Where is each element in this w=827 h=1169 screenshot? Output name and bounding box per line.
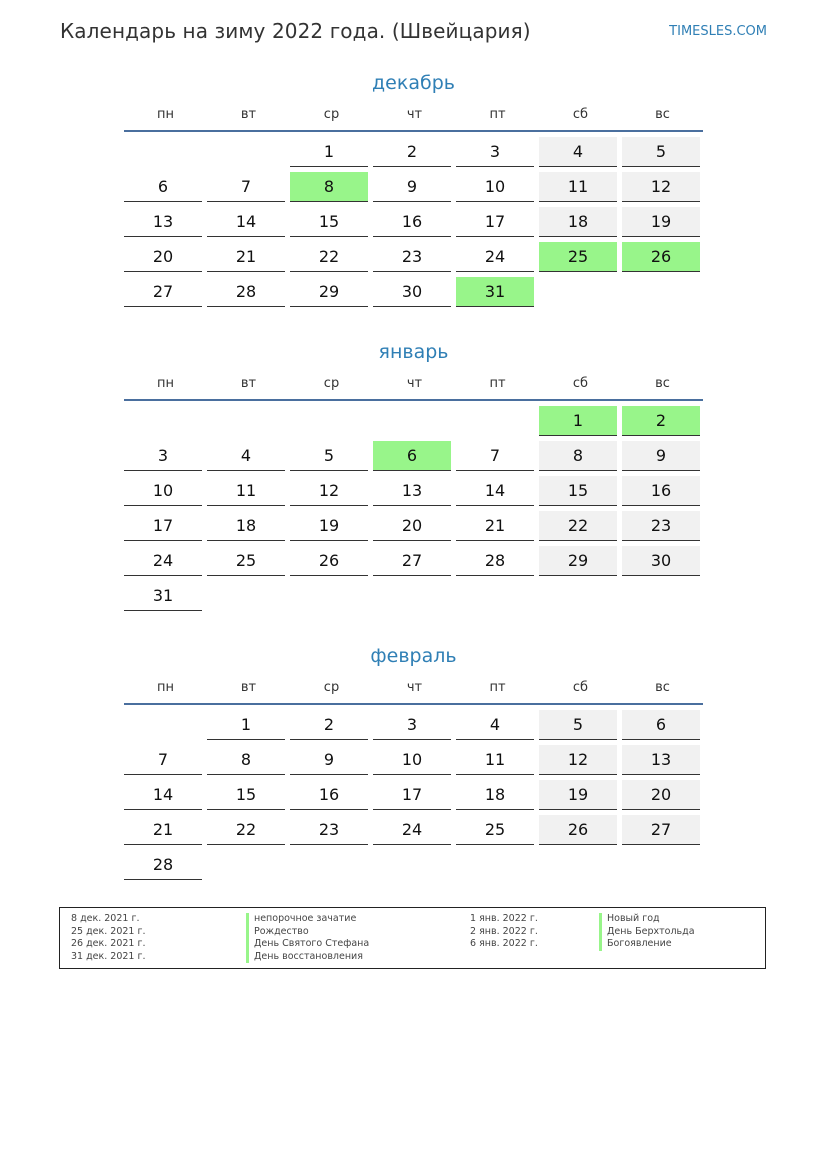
day-cell: 20	[622, 780, 700, 810]
day-cell: 12	[622, 172, 700, 202]
day-cell: 21	[456, 511, 534, 541]
day-cell: 24	[456, 242, 534, 272]
day-cell: 17	[373, 780, 451, 810]
day-cell: 5	[290, 441, 368, 471]
day-cell: 7	[456, 441, 534, 471]
weekday-label: ср	[323, 106, 340, 122]
legend-date: 6 янв. 2022 г.	[470, 938, 538, 950]
weekday-label: сб	[572, 375, 589, 391]
day-cell: 8	[539, 441, 617, 471]
day-cell: 26	[290, 546, 368, 576]
day-grid	[124, 710, 703, 880]
day-cell: 3	[124, 441, 202, 471]
day-cell: 4	[456, 710, 534, 740]
day-cell: 12	[290, 476, 368, 506]
day-cell: 4	[539, 137, 617, 167]
day-cell: 23	[290, 815, 368, 845]
legend-names-right	[599, 913, 695, 951]
holiday-legend	[59, 907, 766, 969]
day-cell: 21	[124, 815, 202, 845]
day-cell: 5	[622, 137, 700, 167]
day-cell: 22	[539, 511, 617, 541]
day-cell: 19	[539, 780, 617, 810]
site-link[interactable]: TIMESLES.COM	[669, 24, 767, 39]
weekday-label: пн	[157, 106, 174, 122]
weekday-label: чт	[406, 375, 423, 391]
legend-date: 25 дек. 2021 г.	[71, 925, 146, 937]
weekday-label: вс	[655, 106, 670, 122]
month-february	[124, 641, 703, 880]
legend-dates-right	[470, 913, 538, 951]
weekday-label: чт	[406, 106, 423, 122]
day-cell: 30	[373, 277, 451, 307]
weekday-header-row	[124, 370, 703, 396]
legend-date: 26 дек. 2021 г.	[71, 938, 146, 950]
weekday-label: пн	[157, 679, 174, 695]
legend-names-left	[246, 913, 369, 963]
day-grid	[124, 406, 703, 611]
day-cell: 16	[373, 207, 451, 237]
day-cell: 11	[539, 172, 617, 202]
day-cell: 28	[456, 546, 534, 576]
month-title: февраль	[370, 645, 457, 667]
day-cell: 22	[207, 815, 285, 845]
day-cell: 19	[290, 511, 368, 541]
day-cell: 2	[290, 710, 368, 740]
day-cell: 1	[207, 710, 285, 740]
weekday-label: чт	[406, 679, 423, 695]
day-cell: 26	[622, 242, 700, 272]
day-cell: 10	[124, 476, 202, 506]
day-cell: 15	[290, 207, 368, 237]
day-cell: 9	[373, 172, 451, 202]
month-title: январь	[378, 341, 449, 363]
day-cell: 24	[124, 546, 202, 576]
day-cell: 1	[290, 137, 368, 167]
day-cell: 9	[290, 745, 368, 775]
day-cell: 22	[290, 242, 368, 272]
day-cell: 21	[207, 242, 285, 272]
day-cell: 27	[373, 546, 451, 576]
day-cell: 28	[124, 850, 202, 880]
day-cell: 17	[456, 207, 534, 237]
day-cell: 7	[207, 172, 285, 202]
day-cell: 2	[622, 406, 700, 436]
weekday-label: вс	[655, 375, 670, 391]
empty-cell	[456, 406, 534, 436]
day-cell: 6	[373, 441, 451, 471]
day-cell: 10	[373, 745, 451, 775]
day-cell: 4	[207, 441, 285, 471]
day-cell: 8	[207, 745, 285, 775]
day-cell: 9	[622, 441, 700, 471]
day-cell: 31	[124, 581, 202, 611]
empty-cell	[290, 406, 368, 436]
weekday-label: вт	[240, 375, 257, 391]
day-cell: 28	[207, 277, 285, 307]
month-title: декабрь	[372, 72, 455, 94]
weekday-label: пт	[489, 375, 506, 391]
legend-holiday-name: День восстановления	[246, 951, 369, 964]
month-december	[124, 68, 703, 307]
day-grid	[124, 137, 703, 307]
day-cell: 30	[622, 546, 700, 576]
day-cell: 25	[456, 815, 534, 845]
weekday-label: пт	[489, 106, 506, 122]
day-cell: 11	[456, 745, 534, 775]
day-cell: 1	[539, 406, 617, 436]
empty-cell	[124, 406, 202, 436]
day-cell: 6	[124, 172, 202, 202]
day-cell: 23	[622, 511, 700, 541]
empty-cell	[124, 710, 202, 740]
day-cell: 14	[456, 476, 534, 506]
day-cell: 31	[456, 277, 534, 307]
day-cell: 3	[373, 710, 451, 740]
day-cell: 14	[207, 207, 285, 237]
day-cell: 15	[539, 476, 617, 506]
weekday-header-row	[124, 674, 703, 700]
day-cell: 13	[373, 476, 451, 506]
day-cell: 29	[539, 546, 617, 576]
day-cell: 2	[373, 137, 451, 167]
weekday-label: сб	[572, 106, 589, 122]
day-cell: 16	[622, 476, 700, 506]
legend-date: 31 дек. 2021 г.	[71, 950, 146, 962]
day-cell: 25	[207, 546, 285, 576]
weekday-label: сб	[572, 679, 589, 695]
legend-holiday-name: Рождество	[246, 926, 369, 939]
legend-date: 8 дек. 2021 г.	[71, 913, 140, 924]
day-cell: 27	[124, 277, 202, 307]
empty-cell	[207, 137, 285, 167]
weekday-label: вс	[655, 679, 670, 695]
day-cell: 23	[373, 242, 451, 272]
legend-dates-left	[71, 913, 146, 963]
day-cell: 27	[622, 815, 700, 845]
day-cell: 20	[124, 242, 202, 272]
day-cell: 16	[290, 780, 368, 810]
legend-date: 1 янв. 2022 г.	[470, 913, 538, 924]
day-cell: 5	[539, 710, 617, 740]
day-cell: 6	[622, 710, 700, 740]
weekday-label: ср	[323, 679, 340, 695]
day-cell: 13	[124, 207, 202, 237]
weekday-label: пт	[489, 679, 506, 695]
legend-date: 2 янв. 2022 г.	[470, 925, 538, 937]
legend-holiday-name: Богоявление	[599, 938, 695, 951]
day-cell: 17	[124, 511, 202, 541]
day-cell: 15	[207, 780, 285, 810]
day-cell: 11	[207, 476, 285, 506]
day-cell: 25	[539, 242, 617, 272]
legend-holiday-name: Новый год	[599, 913, 695, 926]
day-cell: 10	[456, 172, 534, 202]
month-january	[124, 337, 703, 611]
empty-cell	[207, 406, 285, 436]
month-rule	[124, 399, 703, 401]
empty-cell	[124, 137, 202, 167]
empty-cell	[373, 406, 451, 436]
day-cell: 14	[124, 780, 202, 810]
weekday-label: вт	[240, 106, 257, 122]
weekday-header-row	[124, 101, 703, 127]
day-cell: 18	[207, 511, 285, 541]
day-cell: 19	[622, 207, 700, 237]
day-cell: 18	[539, 207, 617, 237]
day-cell: 29	[290, 277, 368, 307]
weekday-label: вт	[240, 679, 257, 695]
day-cell: 13	[622, 745, 700, 775]
page-title: Календарь на зиму 2022 года. (Швейцария)	[60, 19, 531, 43]
day-cell: 12	[539, 745, 617, 775]
day-cell: 26	[539, 815, 617, 845]
day-cell: 24	[373, 815, 451, 845]
weekday-label: пн	[157, 375, 174, 391]
legend-holiday-name: непорочное зачатие	[246, 913, 369, 926]
day-cell: 8	[290, 172, 368, 202]
month-rule	[124, 703, 703, 705]
day-cell: 20	[373, 511, 451, 541]
day-cell: 3	[456, 137, 534, 167]
month-rule	[124, 130, 703, 132]
legend-holiday-name: День Берхтольда	[599, 926, 695, 939]
legend-holiday-name: День Святого Стефана	[246, 938, 369, 951]
weekday-label: ср	[323, 375, 340, 391]
day-cell: 18	[456, 780, 534, 810]
day-cell: 7	[124, 745, 202, 775]
